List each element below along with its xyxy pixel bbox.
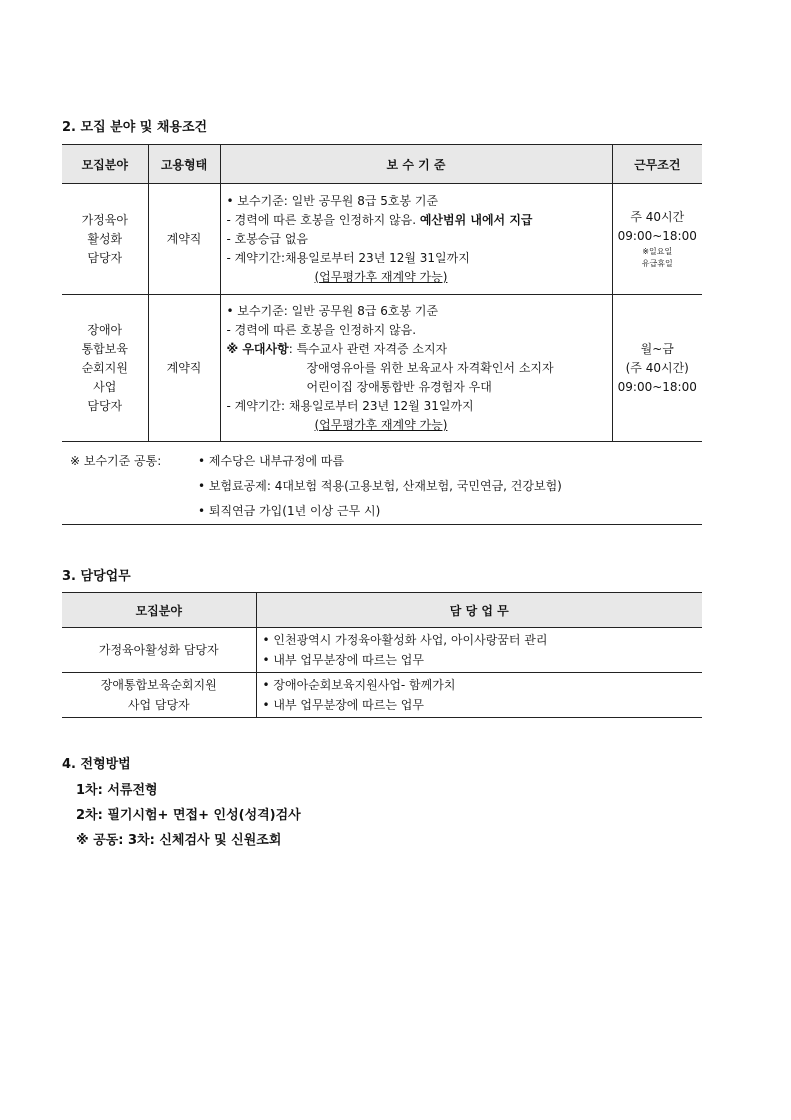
pay-line (227, 416, 612, 435)
table-row (62, 628, 702, 673)
pay-line: - 계약기간: 채용일로부터 23년 12월 31일까지 (226, 398, 474, 413)
cond-line: 주 40시간 (630, 210, 685, 224)
common-item: • 보험료공제: 4대보험 적용(고용보험, 산재보험, 국민연금, 건강보험) (198, 479, 562, 493)
header-field: 모집분야 (62, 593, 256, 628)
cond-line: (주 40시간) (625, 360, 689, 375)
field-line: 순회지원 (81, 360, 128, 375)
field-cell (62, 673, 256, 718)
field-line: 사업 (93, 379, 117, 394)
table-header-row (62, 145, 702, 184)
conditions-cell (612, 184, 702, 295)
selection-step: 1차: 서류전형 (76, 783, 158, 798)
pay-note: (업무평가후 재계약 가능) (314, 417, 448, 432)
duty-item: • 인천광역시 가정육아활성화 사업, 아이사랑꿈터 관리 (262, 633, 548, 647)
header-conditions: 근무조건 (612, 145, 702, 184)
table-row (62, 673, 702, 718)
pay-emphasis: 예산범위 내에서 지급 (419, 212, 533, 227)
duties-table (62, 592, 702, 718)
field-line: 활성화 (87, 231, 123, 246)
cond-note: 유급휴일 (641, 259, 673, 268)
section3-title: 3. 담당업무 (62, 569, 131, 584)
table-row (62, 184, 702, 295)
header-field: 모집분야 (62, 145, 148, 184)
conditions-cell (612, 295, 702, 442)
cond-line: 09:00~18:00 (617, 229, 697, 243)
duty-item: • 내부 업무분장에 따르는 업무 (262, 653, 424, 667)
field-cell (62, 628, 256, 673)
cond-line: 09:00~18:00 (617, 379, 697, 394)
preference-label: ※ 우대사항 (226, 341, 289, 356)
pay-line (227, 340, 612, 359)
field-cell (62, 295, 148, 442)
section4-title: 4. 전형방법 (62, 757, 131, 772)
field-cell (62, 184, 148, 295)
pay-line (227, 211, 612, 230)
header-type: 고용형태 (148, 145, 220, 184)
common-pay-notes (62, 444, 702, 525)
field-line: 통합보육 (81, 341, 128, 356)
common-item: • 퇴직연금 가입(1년 이상 근무 시) (198, 504, 381, 518)
table-header-row (62, 593, 702, 628)
duties-cell (256, 673, 702, 718)
field-line: 사업 담당자 (127, 698, 190, 712)
field-line: 담당자 (87, 398, 123, 413)
cond-note: ※일요일 (642, 247, 673, 256)
pay-line: • 보수기준: 일반 공무원 8급 5호봉 기준 (226, 193, 439, 208)
pay-text: : 특수교사 관련 자격증 소지자 (288, 341, 448, 356)
pay-line: • 보수기준: 일반 공무원 8급 6호봉 기준 (226, 303, 439, 318)
duties-cell (256, 628, 702, 673)
pay-text: - 경력에 따른 호봉을 인정하지 않음. (226, 212, 420, 227)
duty-item: • 장애아순회보육지원사업- 함께가치 (262, 678, 456, 692)
pay-line (227, 378, 612, 397)
pay-line (227, 359, 612, 378)
pay-note: (업무평가후 재계약 가능) (314, 269, 448, 284)
common-label: ※ 보수기준 공통: (70, 454, 162, 468)
field-line: 가정육아 (81, 212, 128, 227)
section2-title: 2. 모집 분야 및 채용조건 (62, 120, 208, 135)
pay-text: 장애영유아를 위한 보육교사 자격확인서 소지자 (306, 360, 554, 375)
selection-step: ※ 공동: 3차: 신체검사 및 신원조회 (76, 833, 282, 848)
pay-line (227, 268, 612, 287)
field-line: 장애통합보육순회지원 (100, 678, 217, 692)
pay-line: - 호봉승급 없음 (226, 231, 309, 246)
pay-line: - 계약기간:채용일로부터 23년 12월 31일까지 (226, 250, 470, 265)
selection-step: 2차: 필기시험+ 면접+ 인성(성격)검사 (76, 808, 301, 823)
pay-cell (220, 295, 612, 442)
pay-text: 어린이집 장애통합반 유경험자 우대 (306, 379, 492, 394)
type-cell: 계약직 (148, 295, 220, 442)
pay-cell (220, 184, 612, 295)
recruitment-conditions-table (62, 144, 702, 442)
pay-line: - 경력에 따른 호봉을 인정하지 않음. (226, 322, 417, 337)
field-line: 담당자 (87, 250, 123, 265)
field-line: 장애아 (87, 322, 123, 337)
header-pay: 보 수 기 준 (220, 145, 612, 184)
header-duties: 담 당 업 무 (256, 593, 702, 628)
common-item: • 제수당은 내부규정에 따름 (198, 454, 345, 468)
type-cell: 계약직 (148, 184, 220, 295)
field-line: 가정육아활성화 담당자 (98, 643, 219, 657)
table-row (62, 295, 702, 442)
duty-item: • 내부 업무분장에 따르는 업무 (262, 698, 424, 712)
cond-line: 월~금 (640, 341, 674, 356)
